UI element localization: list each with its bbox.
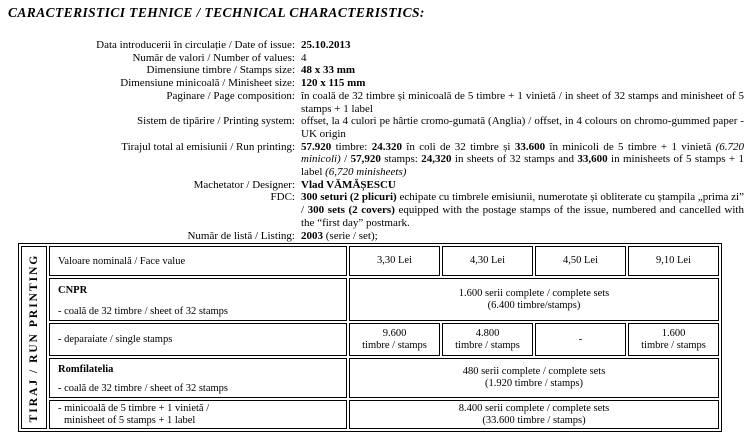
table-sidebar-label: TIRAJ / RUN PRINTING (28, 253, 40, 422)
text-segment: 120 x 115 mm (301, 77, 366, 90)
minisheet-label-line1: - minicoală de 5 timbre + 1 vinietă / (58, 402, 210, 414)
merged-total-line1: 8.400 serii complete / complete sets (458, 402, 610, 414)
text-segment: 33.600 (514, 140, 546, 153)
romfilatelia-minisheet-row (21, 400, 719, 429)
text-segment: / (340, 153, 351, 166)
minisheet-total-cell (349, 400, 719, 429)
text-segment: 33,600 (577, 153, 608, 166)
single-stamps-count: 9.600 (382, 327, 407, 339)
single-stamps-count: - (578, 333, 583, 345)
text-segment: in sheets of 32 stamps and (451, 153, 578, 166)
merged-total-line1: 480 serii complete / complete sets (462, 366, 606, 377)
single-stamps-unit: timbre / stamps (641, 339, 706, 351)
text-segment: 25.10.2013 (301, 39, 351, 51)
face-value-header-row (21, 246, 719, 276)
info-label: Număr de valori / Number of values: (132, 51, 295, 64)
info-label: FDC: (270, 191, 295, 204)
text-segment: 4 (301, 51, 307, 64)
info-label: Machetator / Designer: (193, 178, 295, 191)
face-value-header-cell: Valoare nominală / Face value (49, 246, 347, 276)
info-row-number-of-values (0, 52, 744, 65)
text-segment: 48 x 33 mm (301, 64, 356, 77)
merged-total-line1: 1.600 serii complete / complete sets (458, 287, 610, 299)
text-segment: 24,320 (421, 153, 452, 166)
info-row-minisheet-size (0, 77, 744, 90)
info-label: Dimensiune minicoală / Minisheet size: (120, 77, 295, 90)
info-row-printing-system (0, 115, 744, 140)
cnpr-section-name: CNPR (58, 284, 88, 296)
merged-total-line2: (6.400 timbre/stamps) (487, 299, 581, 311)
romfilatelia-section-cell (49, 358, 347, 398)
single-stamps-cell (535, 323, 626, 356)
info-row-listing (0, 230, 744, 243)
run-printing-table (18, 243, 722, 432)
info-value (301, 77, 744, 90)
info-value (301, 90, 744, 115)
cnpr-sheet-total-cell (349, 278, 719, 321)
romfilatelia-section-name: Romfilatelia (58, 364, 114, 375)
cnpr-section-cell (49, 278, 347, 321)
text-segment: 57,920 (350, 153, 381, 166)
info-row-page-composition (0, 90, 744, 115)
single-stamps-label: - deparaiate / single stamps (49, 323, 347, 356)
face-value-cell: 3,30 Lei (349, 246, 440, 276)
info-label: Data introducerii în circulație / Date of issue: (96, 39, 295, 51)
text-segment: în minicoli de 5 timbre + 1 vinietă (545, 140, 716, 153)
info-row-run-printing (0, 141, 744, 179)
minisheet-label-line2: minisheet of 5 stamps + 1 label (64, 414, 196, 426)
text-segment: 300 seturi (2 plicuri) (301, 191, 397, 204)
face-value-cell: 4,30 Lei (442, 246, 533, 276)
info-value (301, 64, 744, 77)
vertical-label-wrap (22, 248, 46, 427)
face-value-cell: 9,10 Lei (628, 246, 719, 276)
merged-total-line2: (1.920 timbre / stamps) (485, 378, 583, 389)
text-segment: în coală de 32 timbre și minicoală de 5 timbre + 1 vinietă / in sheet of 32 stamps and minisheet of 5 stamps + 1 label (301, 89, 744, 115)
info-value (301, 230, 744, 243)
info-label: Sistem de tipărire / Printing system: (137, 115, 295, 128)
single-stamps-count: 1.600 (661, 327, 686, 339)
text-segment: 300 sets (2 covers) (307, 204, 395, 217)
single-stamps-cell (628, 323, 719, 356)
info-value (301, 179, 744, 192)
info-label: Tirajul total al emisiunii / Run printing: (121, 140, 295, 153)
info-label: Număr de listă / Listing: (187, 229, 295, 242)
text-segment: offset, la 4 culori pe hârtie cromo-gumată (Anglia) / offset, in 4 colours on chromo-gummed paper - UK origin (301, 115, 744, 140)
text-segment: (6,720 minisheets) (325, 166, 407, 179)
romfilatelia-sheet-row (21, 358, 719, 398)
text-segment: (serie / set); (323, 229, 378, 242)
text-segment: (6.720 minicoli) (301, 140, 745, 166)
info-row-fdc (0, 191, 744, 229)
info-row-stamps-size (0, 64, 744, 77)
romfilatelia-sheet-label: - coală de 32 timbre / sheet of 32 stamps (58, 383, 228, 394)
text-segment: 24.320 (371, 140, 402, 153)
single-stamps-cell (442, 323, 533, 356)
text-segment: timbre: (331, 140, 372, 153)
info-label: Dimensiune timbre / Stamps size: (146, 64, 295, 77)
single-stamps-unit: timbre / stamps (455, 339, 520, 351)
single-stamps-count: 4.800 (475, 327, 500, 339)
merged-total-line2: (33.600 timbre / stamps) (482, 414, 586, 426)
info-value (301, 39, 744, 52)
single-stamps-unit: timbre / stamps (362, 339, 427, 351)
info-value (301, 141, 744, 179)
cnpr-single-stamps-row (21, 323, 719, 356)
text-segment: echipate cu timbrele emisiunii, numerotate și obliterate cu ștampila „prima zi” / (301, 191, 744, 217)
minisheet-label-cell (49, 400, 347, 429)
cnpr-sheet-label: - coală de 32 timbre / sheet of 32 stamps (58, 305, 228, 317)
face-value-cell: 4,50 Lei (535, 246, 626, 276)
romfilatelia-sheet-total-cell (349, 358, 719, 398)
text-segment: 57.920 (301, 140, 332, 153)
single-stamps-cell (349, 323, 440, 356)
text-segment: stamps: (380, 153, 422, 166)
text-segment: in minisheets of 5 stamps + 1 label (301, 153, 744, 179)
info-value (301, 52, 744, 65)
info-label: Paginare / Page composition: (166, 89, 295, 102)
text-segment: în coli de 32 timbre și (401, 140, 515, 153)
technical-characteristics-list (0, 39, 744, 242)
cnpr-sheet-row (21, 278, 719, 321)
text-segment: 2003 (301, 229, 323, 242)
info-row-designer (0, 179, 744, 192)
table-sidebar-cell (21, 246, 47, 429)
text-segment: Vlad VĂMĂȘESCU (301, 178, 396, 191)
info-row-date-of-issue (0, 39, 744, 52)
info-value (301, 115, 744, 140)
page-title: CARACTERISTICI TEHNICE / TECHNICAL CHARACTERISTICS: (8, 5, 425, 20)
text-segment: equipped with the postage stamps of the issue, numbered and cancelled with the “first day” postmark. (301, 204, 744, 229)
info-value (301, 191, 744, 229)
